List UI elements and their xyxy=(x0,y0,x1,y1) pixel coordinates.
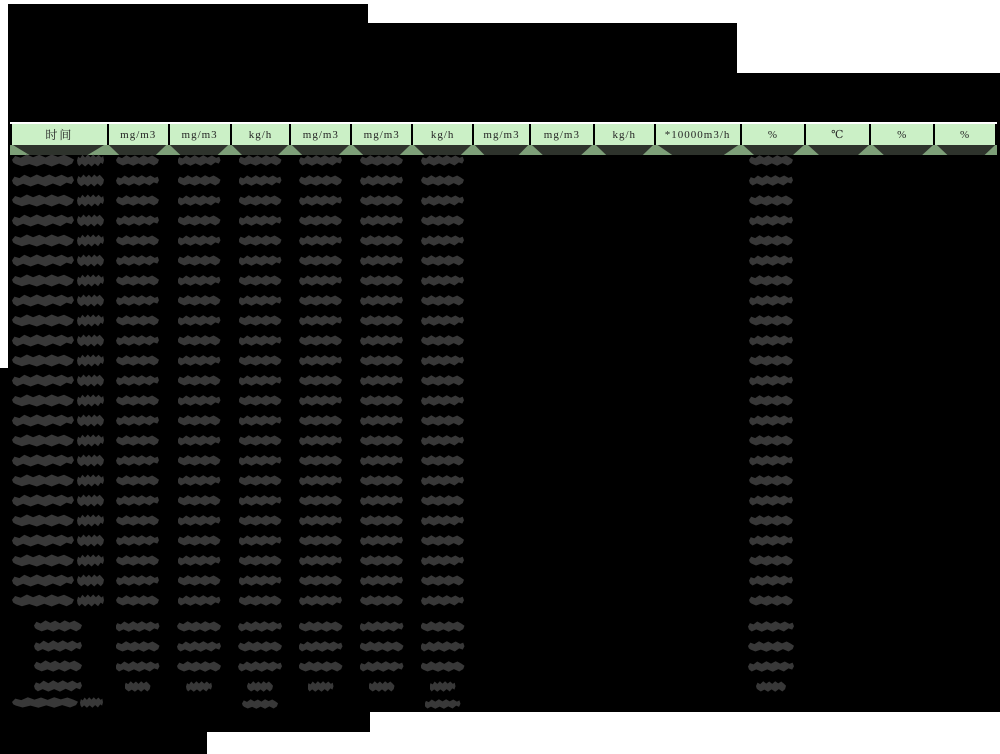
redacted-summary-value xyxy=(748,660,794,673)
redacted-cell-value xyxy=(178,594,221,607)
redacted-cell-value xyxy=(239,234,282,247)
redacted-timestamp xyxy=(77,533,104,548)
redacted-cell-value xyxy=(116,174,159,187)
redacted-cell-value xyxy=(749,234,793,247)
redacted-timestamp xyxy=(77,373,104,388)
header-unit-cell: % xyxy=(742,124,807,145)
redacted-cell-value xyxy=(421,214,464,227)
redacted-cell-value xyxy=(239,474,282,487)
redacted-cell-value xyxy=(178,474,221,487)
redacted-cell-value xyxy=(360,534,403,547)
redacted-cell-value xyxy=(299,274,342,287)
header-unit-cell: mg/m3 xyxy=(474,124,531,145)
redacted-summary-value xyxy=(116,660,160,673)
redacted-cell-value xyxy=(749,374,793,387)
redacted-cell-value xyxy=(299,314,342,327)
redacted-summary-value xyxy=(360,620,404,633)
header-unit-cell: mg/m3 xyxy=(109,124,170,145)
redacted-cell-value xyxy=(360,154,403,167)
redacted-cell-value xyxy=(299,574,342,587)
redacted-cell-value xyxy=(239,394,282,407)
header-unit-cell: kg/h xyxy=(595,124,656,145)
redacted-cell-value xyxy=(749,174,793,187)
redacted-cell-value xyxy=(421,414,464,427)
redacted-cell-value xyxy=(749,314,793,327)
redacted-footnote-label xyxy=(12,696,78,709)
redacted-cell-value xyxy=(239,334,282,347)
redacted-cell-value xyxy=(239,154,282,167)
header-unit-cell: mg/m3 xyxy=(531,124,595,145)
redacted-cell-value xyxy=(299,254,342,267)
redacted-summary-value xyxy=(125,680,151,693)
redacted-cell-value xyxy=(116,314,159,327)
redacted-timestamp xyxy=(77,553,104,568)
redacted-cell-value xyxy=(421,534,464,547)
redacted-cell-value xyxy=(299,534,342,547)
redacted-timestamp xyxy=(77,593,104,608)
header-unit-cell: mg/m3 xyxy=(291,124,352,145)
redacted-timestamp xyxy=(12,413,74,428)
redacted-timestamp xyxy=(12,453,74,468)
redacted-cell-value xyxy=(239,514,282,527)
redacted-timestamp xyxy=(77,513,104,528)
redacted-cell-value xyxy=(421,454,464,467)
redacted-cell-value xyxy=(178,414,221,427)
redacted-cell-value xyxy=(299,194,342,207)
redacted-cell-value xyxy=(749,474,793,487)
redacted-cell-value xyxy=(421,274,464,287)
redacted-summary-value xyxy=(421,640,465,653)
redacted-summary-label xyxy=(34,659,82,673)
redacted-summary-label xyxy=(34,639,82,653)
redacted-timestamp xyxy=(77,453,104,468)
redacted-cell-value xyxy=(360,194,403,207)
redacted-cell-value xyxy=(421,554,464,567)
redacted-timestamp xyxy=(12,493,74,508)
redacted-cell-value xyxy=(239,494,282,507)
redacted-cell-value xyxy=(116,334,159,347)
redacted-timestamp xyxy=(77,313,104,328)
redacted-cell-value xyxy=(749,154,793,167)
redacted-cell-value xyxy=(178,454,221,467)
redacted-cell-value xyxy=(421,434,464,447)
redacted-summary-value xyxy=(116,620,160,633)
redacted-timestamp xyxy=(12,513,74,528)
redacted-summary-value xyxy=(369,680,395,693)
redacted-cell-value xyxy=(178,214,221,227)
redacted-timestamp xyxy=(77,233,104,248)
redacted-cell-value xyxy=(116,534,159,547)
redacted-cell-value xyxy=(299,494,342,507)
redacted-cell-value xyxy=(239,214,282,227)
redacted-cell-value xyxy=(360,354,403,367)
redacted-cell-value xyxy=(116,394,159,407)
redacted-cell-value xyxy=(360,314,403,327)
redacted-cell-value xyxy=(421,354,464,367)
redacted-cell-value xyxy=(239,374,282,387)
redacted-cell-value xyxy=(299,374,342,387)
header-unit-cell: kg/h xyxy=(232,124,292,145)
header-unit-cell: mg/m3 xyxy=(352,124,413,145)
redacted-cell-value xyxy=(299,294,342,307)
redacted-timestamp xyxy=(12,333,74,348)
redacted-timestamp xyxy=(12,373,74,388)
redacted-timestamp xyxy=(77,193,104,208)
redacted-summary-value xyxy=(299,620,343,633)
redacted-cell-value xyxy=(116,274,159,287)
redacted-footnote-value xyxy=(425,698,461,710)
redacted-cell-value xyxy=(749,274,793,287)
redacted-cell-value xyxy=(360,254,403,267)
redacted-cell-value xyxy=(360,574,403,587)
redacted-timestamp xyxy=(12,573,74,588)
redacted-cell-value xyxy=(178,534,221,547)
redacted-cell-value xyxy=(360,514,403,527)
redacted-cell-value xyxy=(299,214,342,227)
redacted-summary-value xyxy=(360,640,404,653)
redacted-cell-value xyxy=(116,454,159,467)
redacted-timestamp xyxy=(77,573,104,588)
redacted-summary-value xyxy=(238,640,282,653)
redacted-timestamp xyxy=(12,253,74,268)
redacted-cell-value xyxy=(116,414,159,427)
redacted-cell-value xyxy=(116,354,159,367)
redacted-cell-value xyxy=(299,334,342,347)
redacted-cell-value xyxy=(749,514,793,527)
redacted-timestamp xyxy=(77,413,104,428)
redacted-cell-value xyxy=(116,474,159,487)
redacted-timestamp xyxy=(77,433,104,448)
redacted-summary-value xyxy=(177,640,221,653)
redacted-cell-value xyxy=(299,554,342,567)
redacted-cell-value xyxy=(116,374,159,387)
header-unit-cell: kg/h xyxy=(413,124,474,145)
redacted-cell-value xyxy=(749,294,793,307)
redacted-cell-value xyxy=(749,194,793,207)
redacted-timestamp xyxy=(12,593,74,608)
redacted-cell-value xyxy=(749,554,793,567)
redacted-cell-value xyxy=(239,534,282,547)
redacted-cell-value xyxy=(178,154,221,167)
redacted-cell-value xyxy=(749,394,793,407)
redacted-summary-label xyxy=(34,619,82,633)
redacted-cell-value xyxy=(299,454,342,467)
redacted-summary-value xyxy=(177,660,221,673)
redacted-timestamp xyxy=(12,173,74,188)
redacted-timestamp xyxy=(77,173,104,188)
redacted-cell-value xyxy=(360,494,403,507)
redacted-timestamp xyxy=(12,273,74,288)
redacted-cell-value xyxy=(239,594,282,607)
redacted-summary-value xyxy=(308,680,334,693)
redacted-cell-value xyxy=(178,314,221,327)
redacted-cell-value xyxy=(360,594,403,607)
redacted-cell-value xyxy=(360,214,403,227)
redacted-cell-value xyxy=(178,254,221,267)
redacted-cell-value xyxy=(421,174,464,187)
redacted-cell-value xyxy=(116,434,159,447)
redacted-summary-value xyxy=(360,660,404,673)
redacted-cell-value xyxy=(360,174,403,187)
redacted-cell-value xyxy=(116,214,159,227)
redacted-cell-value xyxy=(116,574,159,587)
redacted-cell-value xyxy=(360,234,403,247)
redacted-summary-value xyxy=(430,680,456,693)
redacted-cell-value xyxy=(178,274,221,287)
redacted-cell-value xyxy=(178,354,221,367)
header-unit-cell: *10000m3/h xyxy=(656,124,742,145)
redacted-cell-value xyxy=(239,254,282,267)
redacted-cell-value xyxy=(749,254,793,267)
redacted-cell-value xyxy=(299,174,342,187)
redacted-cell-value xyxy=(421,294,464,307)
redacted-cell-value xyxy=(749,454,793,467)
redacted-timestamp xyxy=(77,493,104,508)
redacted-cell-value xyxy=(178,234,221,247)
redacted-cell-value xyxy=(239,574,282,587)
redacted-cell-value xyxy=(421,314,464,327)
redacted-cell-value xyxy=(239,354,282,367)
redacted-summary-value xyxy=(186,680,212,693)
redacted-cell-value xyxy=(116,494,159,507)
redacted-timestamp xyxy=(12,553,74,568)
redacted-cell-value xyxy=(299,434,342,447)
redacted-cell-value xyxy=(178,294,221,307)
redacted-timestamp xyxy=(77,473,104,488)
redacted-summary-value xyxy=(116,640,160,653)
header-unit-cell: 时间 xyxy=(12,124,109,145)
redacted-cell-value xyxy=(178,554,221,567)
redacted-cell-value xyxy=(360,394,403,407)
header-unit-cell: % xyxy=(871,124,935,145)
redacted-cell-value xyxy=(360,334,403,347)
redacted-cell-value xyxy=(749,494,793,507)
redacted-cell-value xyxy=(360,454,403,467)
redacted-cell-value xyxy=(299,354,342,367)
header-unit-cell: % xyxy=(935,124,997,145)
redacted-cell-value xyxy=(421,334,464,347)
redacted-timestamp xyxy=(77,253,104,268)
redacted-summary-value xyxy=(238,620,282,633)
redacted-timestamp xyxy=(12,473,74,488)
redacted-cell-value xyxy=(749,534,793,547)
redacted-cell-value xyxy=(299,514,342,527)
redacted-summary-value xyxy=(748,620,794,633)
redacted-cell-value xyxy=(749,214,793,227)
redacted-timestamp xyxy=(12,193,74,208)
redacted-cell-value xyxy=(749,334,793,347)
redacted-cell-value xyxy=(360,294,403,307)
redacted-cell-value xyxy=(239,554,282,567)
redacted-cell-value xyxy=(421,394,464,407)
header-unit-cell: ℃ xyxy=(806,124,871,145)
redacted-cell-value xyxy=(178,494,221,507)
redacted-cell-value xyxy=(239,294,282,307)
redacted-summary-value xyxy=(299,660,343,673)
redacted-cell-value xyxy=(299,594,342,607)
redacted-cell-value xyxy=(421,574,464,587)
redacted-summary-value xyxy=(421,620,465,633)
redacted-timestamp xyxy=(77,153,104,168)
redacted-cell-value xyxy=(299,234,342,247)
redacted-cell-value xyxy=(421,494,464,507)
redacted-cell-value xyxy=(116,514,159,527)
redacted-cell-value xyxy=(116,294,159,307)
redacted-cell-value xyxy=(299,474,342,487)
redacted-timestamp xyxy=(12,233,74,248)
redacted-cell-value xyxy=(178,574,221,587)
redacted-cell-value xyxy=(178,394,221,407)
redacted-cell-value xyxy=(239,414,282,427)
redacted-cell-value xyxy=(116,194,159,207)
redacted-summary-value xyxy=(238,660,282,673)
redacted-cell-value xyxy=(299,414,342,427)
redacted-cell-value xyxy=(421,194,464,207)
redacted-cell-value xyxy=(116,154,159,167)
redacted-timestamp xyxy=(12,293,74,308)
redacted-timestamp xyxy=(12,153,74,168)
redacted-cell-value xyxy=(116,554,159,567)
redacted-cell-value xyxy=(116,594,159,607)
redacted-timestamp xyxy=(12,533,74,548)
redacted-summary-value xyxy=(421,660,465,673)
redacted-footnote-value xyxy=(242,698,278,710)
redacted-cell-value xyxy=(360,274,403,287)
redacted-cell-value xyxy=(421,474,464,487)
redacted-cell-value xyxy=(749,414,793,427)
redacted-timestamp xyxy=(12,213,74,228)
redacted-cell-value xyxy=(299,154,342,167)
redacted-timestamp xyxy=(12,433,74,448)
redacted-cell-value xyxy=(749,434,793,447)
header-unit-cell: mg/m3 xyxy=(170,124,232,145)
redacted-cell-value xyxy=(749,574,793,587)
redacted-footnote-label xyxy=(80,696,103,709)
redacted-cell-value xyxy=(421,594,464,607)
redacted-cell-value xyxy=(421,254,464,267)
redacted-cell-value xyxy=(360,474,403,487)
redacted-timestamp xyxy=(77,353,104,368)
redacted-cell-value xyxy=(360,414,403,427)
redacted-cell-value xyxy=(178,334,221,347)
redacted-timestamp xyxy=(77,213,104,228)
redacted-timestamp xyxy=(12,353,74,368)
redacted-timestamp xyxy=(12,393,74,408)
redacted-cell-value xyxy=(239,314,282,327)
redacted-cell-value xyxy=(239,454,282,467)
redacted-cell-value xyxy=(421,234,464,247)
redacted-cell-value xyxy=(116,234,159,247)
redacted-cell-value xyxy=(421,514,464,527)
redacted-cell-value xyxy=(178,174,221,187)
redacted-summary-value xyxy=(247,680,273,693)
redacted-summary-value xyxy=(756,680,786,693)
redacted-cell-value xyxy=(178,514,221,527)
redacted-cell-value xyxy=(239,274,282,287)
redacted-cell-value xyxy=(421,154,464,167)
redacted-cell-value xyxy=(239,434,282,447)
redacted-cell-value xyxy=(421,374,464,387)
redacted-cell-value xyxy=(360,374,403,387)
redacted-summary-label xyxy=(34,679,82,693)
redacted-cell-value xyxy=(178,374,221,387)
redacted-summary-value xyxy=(177,620,221,633)
redacted-timestamp xyxy=(12,313,74,328)
redacted-timestamp xyxy=(77,273,104,288)
redacted-cell-value xyxy=(116,254,159,267)
redacted-timestamp xyxy=(77,333,104,348)
redacted-timestamp xyxy=(77,393,104,408)
redacted-cell-value xyxy=(360,434,403,447)
redacted-timestamp xyxy=(77,293,104,308)
redacted-cell-value xyxy=(178,434,221,447)
redacted-cell-value xyxy=(749,354,793,367)
redacted-summary-value xyxy=(299,640,343,653)
redacted-cell-value xyxy=(239,194,282,207)
redacted-cell-value xyxy=(360,554,403,567)
redacted-cell-value xyxy=(178,194,221,207)
redacted-cell-value xyxy=(239,174,282,187)
redacted-cell-value xyxy=(299,394,342,407)
redacted-summary-value xyxy=(748,640,794,653)
redacted-cell-value xyxy=(749,594,793,607)
